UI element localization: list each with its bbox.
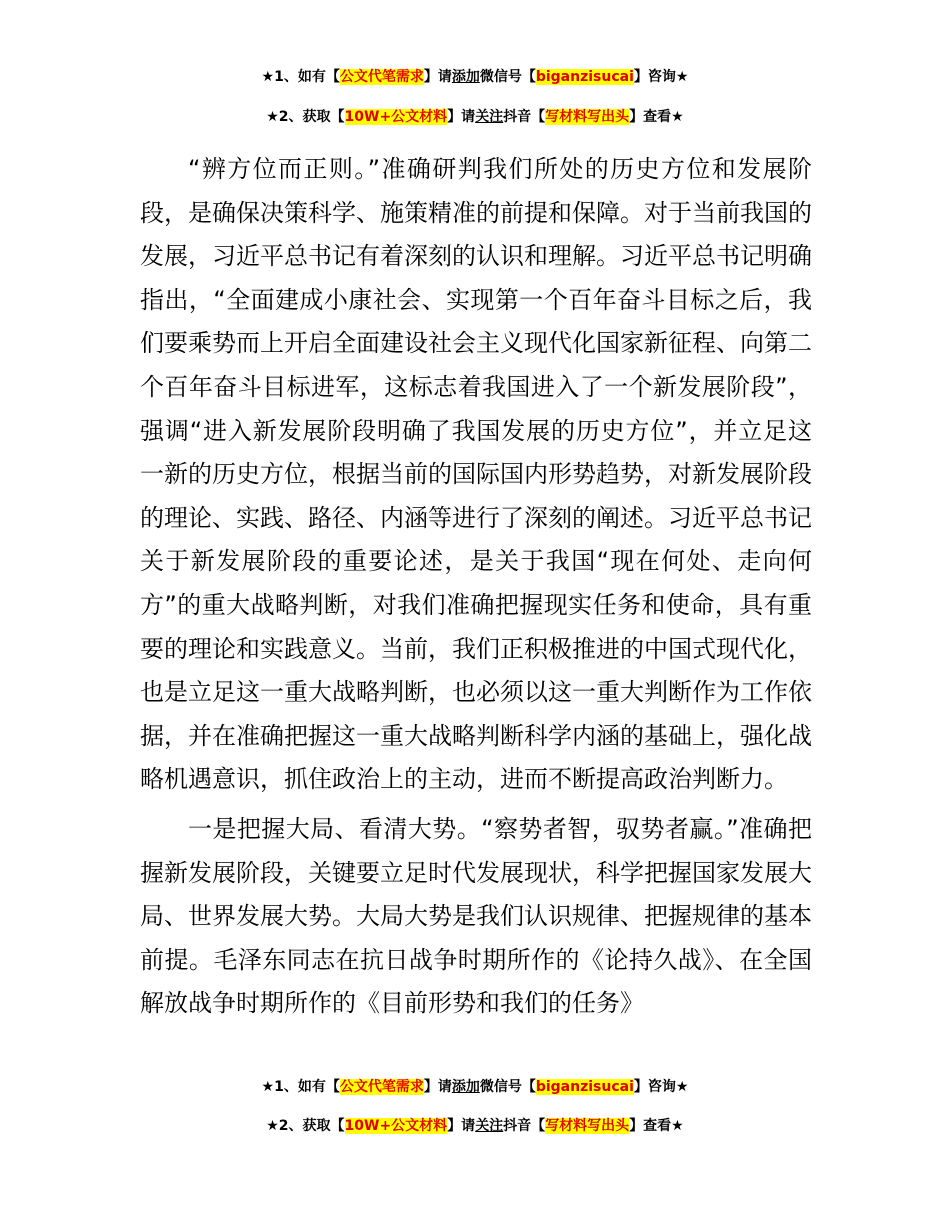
footer-line-2-underlined: 关注 bbox=[475, 1118, 504, 1134]
body-paragraph-1: “辨方位而正则。”准确研判我们所处的历史方位和发展阶段，是确保决策科学、施策精准的前提和保障。对于当前我国的发展，习近平总书记有着深刻的认识和理解。习近平总书记明确指出，“全面建成小康社会、实现第一个百年奋斗目标之后，我们要乘势而上开启全面建设社会主义现代化国家新征程、向第二个百年奋斗目标进军，这标志着我国进入了一个新发展阶段”，强调“进入新发展阶段明确了我国发展的历史方位”，并立足这一新的历史方位，根据当前的国际国内形势趋势，对新发展阶段的理论、实践、路径、内涵等进行了深刻的阐述。习近平总书记关于新发展阶段的重要论述，是关于我国“现在何处、走向何方”的重大战略判断，对我们准确把握现实任务和使命，具有重要的理论和实践意义。当前，我们正积极推进的中国式现代化，也是立足这一重大战略判断，也必须以这一重大判断作为工作依据，并在准确把握这一重大战略判断科学内涵的基础上，强化战略机遇意识，抓住政治上的主动，进而不断提高政治判断力。 bbox=[140, 155, 812, 794]
footer-line-1-highlight-2: biganzisucai bbox=[535, 1079, 634, 1095]
header-line-1-highlight-1: 公文代笔需求 bbox=[339, 69, 424, 85]
footer-line-2-highlight-2: 写材料写出头 bbox=[545, 1118, 630, 1134]
header-line-1-mid-2: 微信号【 bbox=[479, 69, 536, 85]
footer-line-2-highlight-1: 10W+公文材料 bbox=[344, 1118, 448, 1134]
footer-line-1-highlight-1: 公文代笔需求 bbox=[339, 1079, 424, 1095]
header-line-2-underlined: 关注 bbox=[475, 109, 504, 125]
footer-line-1-suffix: 】咨询★ bbox=[633, 1079, 689, 1095]
footer-line-2-suffix: 】查看★ bbox=[629, 1118, 684, 1134]
footer-line-2-mid-2: 抖音【 bbox=[503, 1118, 546, 1134]
footer-line-2-prefix: ★2、获取【 bbox=[266, 1118, 345, 1134]
footer-line-1-underlined: 添加 bbox=[451, 1079, 480, 1095]
header-line-2 bbox=[0, 106, 950, 128]
header-line-1-mid-1: 】请 bbox=[423, 69, 452, 85]
header-line-2-highlight-2: 写材料写出头 bbox=[545, 109, 630, 125]
footer-line-1 bbox=[0, 1076, 950, 1098]
footer-line-2-mid-1: 】请 bbox=[447, 1118, 476, 1134]
footer-line-1-mid-1: 】请 bbox=[423, 1079, 452, 1095]
header-line-1-highlight-2: biganzisucai bbox=[535, 69, 634, 85]
body-paragraph-2: 一是把握大局、看清大势。“察势者智，驭势者赢。”准确把握新发展阶段，关键要立足时代发展现状，科学把握国家发展大局、世界发展大势。大局大势是我们认识规律、把握规律的基本前提。毛泽东同志在抗日战争时期所作的《论持久战》、在全国解放战争时期所作的《目前形势和我们的任务》 bbox=[140, 814, 812, 1018]
footer-line-2 bbox=[0, 1115, 950, 1137]
header-line-2-highlight-1: 10W+公文材料 bbox=[344, 109, 448, 125]
header-line-1-suffix: 】咨询★ bbox=[633, 69, 689, 85]
header-line-2-mid-1: 】请 bbox=[447, 109, 476, 125]
header-line-2-suffix: 】查看★ bbox=[629, 109, 684, 125]
document-body bbox=[140, 148, 812, 1026]
header-line-2-prefix: ★2、获取【 bbox=[266, 109, 345, 125]
footer-line-1-prefix: ★1、如有【 bbox=[261, 1079, 340, 1095]
footer-line-1-mid-2: 微信号【 bbox=[479, 1079, 536, 1095]
header-line-2-mid-2: 抖音【 bbox=[503, 109, 546, 125]
header-line-1 bbox=[0, 66, 950, 88]
header-line-1-underlined: 添加 bbox=[451, 69, 480, 85]
header-line-1-prefix: ★1、如有【 bbox=[261, 69, 340, 85]
